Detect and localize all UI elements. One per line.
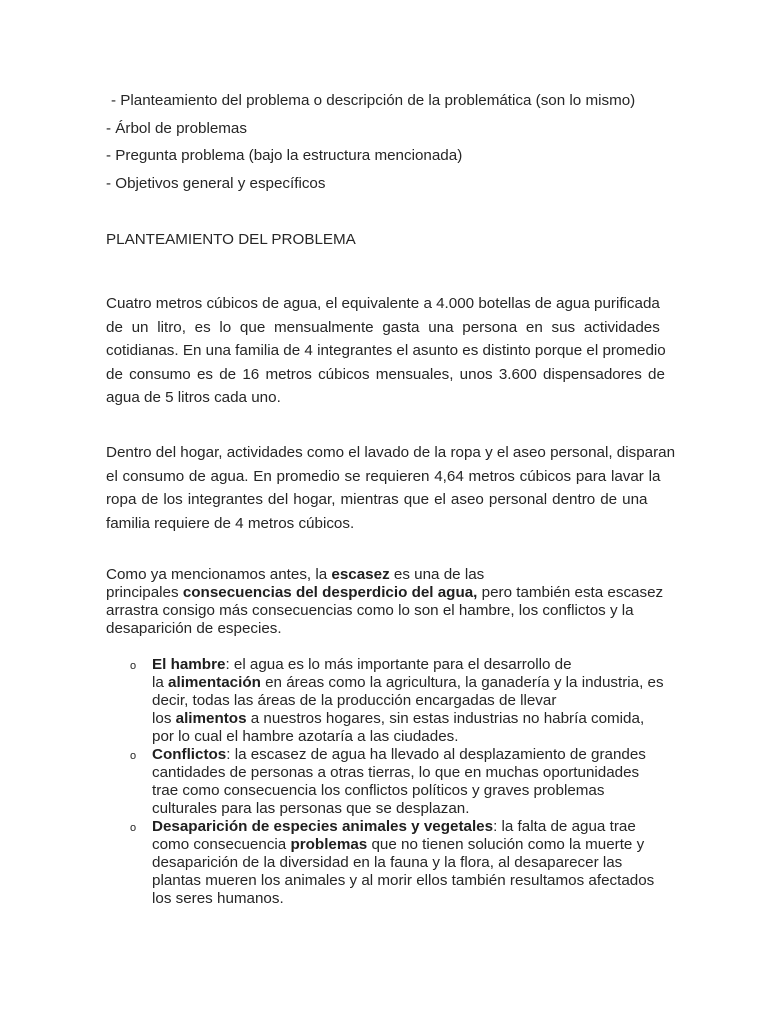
text-run: Como ya mencionamos antes, la (106, 566, 332, 583)
consequences-list (106, 656, 666, 908)
paragraph-line: decir, todas las áreas de la producción encargadas de llevar (152, 692, 557, 709)
bold-term: El hambre (152, 656, 226, 673)
paragraph-line: plantas mueren los animales y al morir ellos también resultamos afectados (152, 872, 655, 889)
paragraph-line: familia requiere de 4 metros cúbicos. (106, 514, 355, 532)
text-run: que no tienen solución como la muerte y (367, 836, 645, 853)
paragraph-line: de consumo es de 16 metros cúbicos mensuales, unos 3.600 dispensadores de (106, 365, 665, 383)
text-run: es una de las (389, 566, 485, 583)
text-run: en áreas como la agricultura, la ganadería y la industria, es (260, 674, 664, 691)
paragraph-line (152, 674, 666, 692)
paragraph-line: arrastra consigo más consecuencias como lo son el hambre, los conflictos y la (106, 602, 634, 619)
paragraph-line (152, 818, 666, 836)
paragraph-line: agua de 5 litros cada uno. (106, 389, 281, 407)
paragraph-line (152, 656, 666, 674)
list-item: - Pregunta problema (bajo la estructura mencionada) (106, 147, 463, 164)
text-run: pero también esta escasez (477, 584, 664, 601)
bullet-marker: o (130, 750, 137, 762)
text-run: : el agua es lo más importante para el desarrollo de (225, 656, 572, 673)
paragraph-line: de un litro, es lo que mensualmente gasta una persona en sus actividades (106, 318, 660, 336)
list-item-especies (106, 818, 666, 908)
list-item-conflictos (106, 746, 666, 818)
bold-term: consecuencias del desperdicio del agua, (182, 584, 478, 601)
text-run: a nuestros hogares, sin estas industrias no habría comida, (246, 710, 645, 727)
paragraph-line: Cuatro metros cúbicos de agua, el equivalente a 4.000 botellas de agua purificada (106, 295, 660, 312)
section-heading: PLANTEAMIENTO DEL PROBLEMA (106, 231, 356, 248)
text-run: como consecuencia (152, 836, 291, 853)
list-item: - Árbol de problemas (106, 119, 247, 137)
paragraph-line (106, 584, 666, 602)
bold-term: Conflictos (152, 746, 227, 763)
bullet-marker: o (130, 822, 137, 834)
paragraph-line: culturales para las personas que se desplazan. (152, 800, 470, 817)
paragraph-line: trae como consecuencia los conflictos políticos y graves problemas (152, 782, 605, 799)
text-run: : la escasez de agua ha llevado al desplazamiento de grandes (226, 746, 646, 763)
bold-term: Desaparición de especies animales y vegetales (152, 818, 494, 835)
paragraph-line (106, 566, 666, 584)
paragraph-line: cotidianas. En una familia de 4 integrantes el asunto es distinto porque el promedio (106, 342, 666, 360)
list-item: - Objetivos general y específicos (106, 174, 326, 192)
list-item-hambre (106, 656, 666, 746)
bold-term: alimentos (175, 710, 247, 727)
paragraph-line: los seres humanos. (152, 890, 284, 907)
paragraph-escasez (106, 566, 666, 638)
requirements-list (106, 90, 662, 200)
list-item: - Planteamiento del problema o descripción de la problemática (son lo mismo) (111, 92, 636, 109)
bullet-marker: o (130, 660, 137, 672)
text-run: : la falta de agua trae (493, 818, 636, 835)
paragraph-line: ropa de los integrantes del hogar, mientras que el aseo personal dentro de una (106, 491, 648, 509)
paragraph-line (152, 836, 666, 854)
text-run: la (152, 674, 169, 691)
paragraph-line: cantidades de personas a otras tierras, lo que en muchas oportunidades (152, 764, 640, 781)
paragraph-line (152, 710, 666, 728)
paragraph-line: el consumo de agua. En promedio se requieren 4,64 metros cúbicos para lavar la (106, 467, 661, 485)
paragraph-line: por lo cual el hambre azotaría a las ciudades. (152, 728, 459, 745)
text-run: los (152, 710, 176, 727)
bold-term: escasez (331, 566, 390, 583)
paragraph-line: Dentro del hogar, actividades como el lavado de la ropa y el aseo personal, disparan (106, 444, 676, 461)
paragraph-hogar (106, 441, 676, 535)
paragraph-line (152, 746, 666, 764)
paragraph-consumo (106, 292, 666, 410)
paragraph-line: desaparición de la diversidad en la fauna y la flora, al desaparecer las (152, 854, 623, 871)
bold-term: alimentación (168, 674, 261, 691)
text-run: principales (106, 584, 183, 601)
bold-term: problemas (290, 836, 368, 853)
paragraph-line: desaparición de especies. (106, 620, 282, 637)
